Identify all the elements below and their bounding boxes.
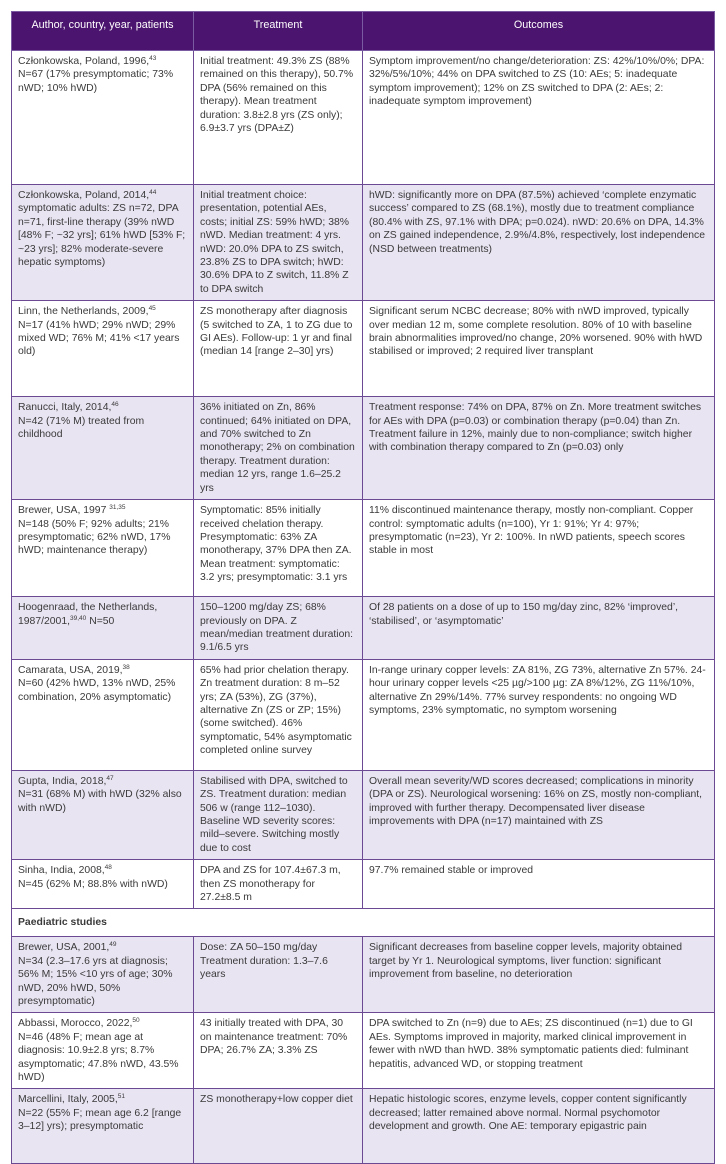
patients-text: N=148 (50% F; 92% adults; 21% presymptomatic; 62% nWD, 17% hWD; maintenance therapy) xyxy=(18,518,171,557)
treatment-cell: 150–1200 mg/day ZS; 68% previously on DPA. Z mean/median treatment duration: 9.1/6.5 yrs xyxy=(194,597,363,660)
outcomes-cell: Treatment response: 74% on DPA, 87% on Zn. More treatment switches for AEs with DPA (p=0.03) or combination therapy (p=0.04) than Zn. Treatment failure in 12%, mainly due to non-compliance; switch higher with combination therapy compared to Zn (p=0.03) only xyxy=(363,397,715,500)
outcomes-cell: In-range urinary copper levels: ZA 81%, ZG 73%, alternative Zn 57%. 24-hour urinary copper levels <25 µg/>100 µg: ZA 8%/12%, ZG 11%/10%, alternative Zn 29%/14%. 77% survey respondents: no ongoing WD symptoms, 23% symptomatic, no symptom worsening xyxy=(363,659,715,770)
author-cell xyxy=(12,397,194,500)
author-text: Camarata, USA, 2019, xyxy=(18,664,123,676)
patients-text: symptomatic adults: ZS n=72, DPA n=71, first-line therapy (39% nWD [48% F; ~32 yrs]; 61% hWD [53% F; ~23 yrs]; 82% moderate-severe hepatic symptoms) xyxy=(18,203,186,269)
table-row xyxy=(12,1089,715,1164)
author-cell xyxy=(12,51,194,185)
reference: 51 xyxy=(117,1093,125,1101)
author-text: Marcellini, Italy, 2005, xyxy=(18,1094,118,1106)
reference: 49 xyxy=(109,941,117,949)
table-row xyxy=(12,397,715,500)
outcomes-cell: Significant decreases from baseline copper levels, majority obtained target by Yr 1. Neurological symptoms, liver function: significant improvement from baseline, no deterioration xyxy=(363,937,715,1013)
reference: 46 xyxy=(111,401,119,409)
treatment-cell: Stabilised with DPA, switched to ZS. Treatment duration: median 506 w (range 112–1030). Baseline WD severity scores: mild–severe. Switching mostly due to cost xyxy=(194,770,363,859)
treatment-cell: ZS monotherapy after diagnosis (5 switched to ZA, 1 to ZG due to GI AEs). Follow-up: 1 yr and final (median 14 [range 2–30] yrs) xyxy=(194,301,363,397)
treatment-cell: Initial treatment: 49.3% ZS (88% remained on this therapy), 50.7% DPA (56% remained on this therapy). Mean treatment duration: 3.8±2.8 yrs (ZS only); 6.9±3.7 yrs (DPA±Z) xyxy=(194,51,363,185)
reference: 45 xyxy=(148,305,156,313)
treatment-cell: Symptomatic: 85% initially received chelation therapy. Presymptomatic: 63% ZA monotherapy, 37% DPA then ZA. Mean treatment: symptomatic: 3.2 yrs; presymptomatic: 3.1 yrs xyxy=(194,500,363,597)
table-row xyxy=(12,597,715,660)
author-cell xyxy=(12,185,194,301)
table-row xyxy=(12,770,715,859)
author-text: Sinha, India, 2008, xyxy=(18,865,105,877)
table-row xyxy=(12,937,715,1013)
outcomes-cell: Symptom improvement/no change/deterioration: ZS: 42%/10%/0%; DPA: 32%/5%/10%; 44% on DPA switched to ZS (10: AEs; 5: inadequate symptom improvement); 12% on ZS switched to DPA (2: AEs; 2: inadequate symptom improvement) xyxy=(363,51,715,185)
patients-text: N=22 (55% F; mean age 6.2 [range 3–12] yrs); presymptomatic xyxy=(18,1107,182,1133)
section-label: Paediatric studies xyxy=(12,909,715,937)
table-row xyxy=(12,301,715,397)
table-row xyxy=(12,1013,715,1089)
author-text: Abbassi, Morocco, 2022, xyxy=(18,1018,133,1030)
outcomes-cell: hWD: significantly more on DPA (87.5%) achieved ‘complete enzymatic success’ compared to ZS (68.1%), mostly due to treatment compliance (80.4% with ZS, 97.1% with DPA; p=0.024). nWD: 20.6% on DPA, 14.3% on ZS gained independence, 2.9%/4.8%, respectively, lost independence (NSD between treatments) xyxy=(363,185,715,301)
author-text: Członkowska, Poland, 2014, xyxy=(18,190,150,201)
outcomes-cell: Significant serum NCBC decrease; 80% with nWD improved, typically over median 12 m, some complete resolution. 80% of 10 with baseline brain abnormalities improved/no change, 20% worsened. 90% with hWD stabilised or improved; 2 required liver transplant xyxy=(363,301,715,397)
author-cell xyxy=(12,860,194,909)
patients-text: N=17 (41% hWD; 29% nWD; 29% mixed WD; 76% M; 41% <17 years old) xyxy=(18,319,180,358)
author-cell xyxy=(12,770,194,859)
reference: 39,40 xyxy=(70,614,87,622)
reference: 38 xyxy=(122,663,130,671)
patients-text: N=34 (2.3–17.6 yrs at diagnosis; 56% M; 15% <10 yrs of age; 30% nWD, 20% hWD, 50% presymptomatic) xyxy=(18,955,173,1007)
author-cell xyxy=(12,1013,194,1089)
header-outcomes: Outcomes xyxy=(363,12,715,51)
studies-table xyxy=(11,11,715,1164)
author-text: Brewer, USA, 1997 xyxy=(18,505,107,517)
patients-text: N=42 (71% M) treated from childhood xyxy=(18,415,145,441)
patients-text: N=50 xyxy=(89,615,115,627)
table-row xyxy=(12,185,715,301)
outcomes-cell: 97.7% remained stable or improved xyxy=(363,860,715,909)
outcomes-cell: 11% discontinued maintenance therapy, mostly non-compliant. Copper control: symptomatic adults (n=100), Yr 1: 91%; Yr 4: 97%; presymptomatic (n=23), Yr 2: 100%. In nWD patients, speech scores stable in most xyxy=(363,500,715,597)
table-row xyxy=(12,659,715,770)
patients-text: N=45 (62% M; 88.8% with nWD) xyxy=(18,878,168,890)
table-row xyxy=(12,860,715,909)
table-row xyxy=(12,51,715,185)
treatment-cell: 36% initiated on Zn, 86% continued; 64% initiated on DPA, and 70% switched to Zn monotherapy; 2% on combination therapy. Treatment duration: median 12 yrs, range 1.6–25.2 yrs xyxy=(194,397,363,500)
patients-text: N=60 (42% hWD, 13% nWD, 25% combination, 20% asymptomatic) xyxy=(18,678,176,703)
patients-text: N=46 (48% F; mean age at diagnosis: 10.9±2.8 yrs; 8.7% asymptomatic; 47.8% nWD, 43.5% hWD) xyxy=(18,1031,179,1084)
reference: 48 xyxy=(104,864,112,872)
author-text: Brewer, USA, 2001, xyxy=(18,942,110,954)
author-cell xyxy=(12,597,194,660)
treatment-cell: ZS monotherapy+low copper diet xyxy=(194,1089,363,1164)
treatment-cell: DPA and ZS for 107.4±67.3 m, then ZS monotherapy for 27.2±8.5 m xyxy=(194,860,363,909)
outcomes-cell: Overall mean severity/WD scores decreased; complications in minority (DPA or ZS). Neurological worsening: 16% on ZS, mostly non-compliant, improved with further therapy. Decompensated liver disease improvements with DPA (n=17) maintained with ZS xyxy=(363,770,715,859)
reference: 31,35 xyxy=(109,504,126,512)
patients-text: N=67 (17% presymptomatic; 73% nWD; 10% hWD) xyxy=(18,69,174,94)
author-cell xyxy=(12,659,194,770)
outcomes-cell: DPA switched to Zn (n=9) due to AEs; ZS discontinued (n=1) due to GI AEs. Symptoms improved in majority, marked clinical improvement in fewer with nWD than hWD. 38% symptomatic patients died: fulminant hepatitis, advanced WD, or stopping treatment xyxy=(363,1013,715,1089)
outcomes-cell: Of 28 patients on a dose of up to 150 mg/day zinc, 82% ‘improved’, ‘stabilised’, or ‘asymptomatic’ xyxy=(363,597,715,660)
author-cell xyxy=(12,1089,194,1164)
treatment-cell: Dose: ZA 50–150 mg/day Treatment duration: 1.3–7.6 years xyxy=(194,937,363,1013)
treatment-cell: 65% had prior chelation therapy. Zn treatment duration: 8 m–52 yrs; ZA (53%), ZG (37%), alternative Zn (ZS or ZP; 15%) (some switched). 46% symptomatic, 54% asymptomatic completed online survey xyxy=(194,659,363,770)
author-text: Gupta, India, 2018, xyxy=(18,775,107,787)
reference: 50 xyxy=(132,1017,140,1025)
table-header-row xyxy=(12,12,715,51)
outcomes-cell: Hepatic histologic scores, enzyme levels, copper content significantly decreased; latter remained above normal. Normal psychomotor development and growth. One AE: temporary epigastric pain xyxy=(363,1089,715,1164)
section-row xyxy=(12,909,715,937)
author-cell xyxy=(12,301,194,397)
treatment-cell: Initial treatment choice: presentation, potential AEs, costs; initial ZS: 59% hWD; 38% nWD. Median treatment: 4 yrs. nWD: 20.0% DPA to ZS switch, 23.8% ZS to DPA switch; hWD: 30.6% DPA to Z switch, 11.8% Z to DPA switch xyxy=(194,185,363,301)
header-author: Author, country, year, patients xyxy=(12,12,194,51)
treatment-cell: 43 initially treated with DPA, 30 on maintenance treatment: 70% DPA; 26.7% ZA; 3.3% ZS xyxy=(194,1013,363,1089)
reference: 47 xyxy=(106,774,114,782)
author-text: Linn, the Netherlands, 2009, xyxy=(18,306,149,318)
reference: 44 xyxy=(149,189,157,196)
header-treatment: Treatment xyxy=(194,12,363,51)
patients-text: N=31 (68% M) with hWD (32% also with nWD) xyxy=(18,789,182,814)
author-text: Hoogenraad, the Netherlands, 1987/2001, xyxy=(18,602,158,627)
author-text: Ranucci, Italy, 2014, xyxy=(18,402,112,414)
reference: 43 xyxy=(149,55,157,62)
table-row xyxy=(12,500,715,597)
author-text: Członkowska, Poland, 1996, xyxy=(18,56,150,67)
author-cell xyxy=(12,500,194,597)
author-cell xyxy=(12,937,194,1013)
